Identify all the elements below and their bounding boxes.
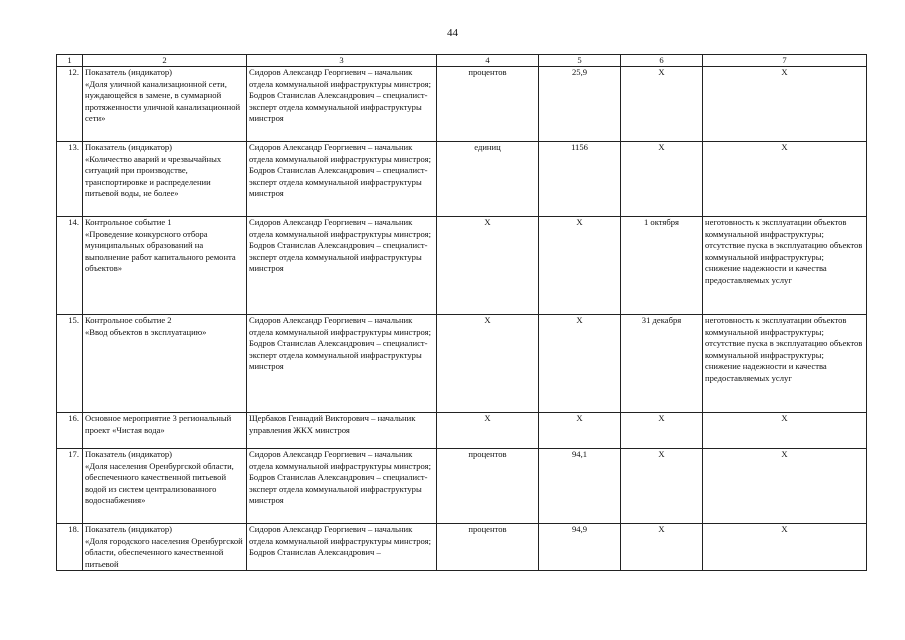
table-row: [57, 67, 867, 142]
row-value: 1156: [539, 142, 621, 217]
row-date: 1 октября: [621, 217, 703, 315]
table-row: [57, 524, 867, 571]
row-value: 94,9: [539, 524, 621, 571]
header-cell: 6: [621, 55, 703, 67]
row-number: 18.: [57, 524, 83, 571]
header-cell: 7: [703, 55, 867, 67]
header-cell: 2: [83, 55, 247, 67]
row-risks: неготовность к эксплуатации объектов коммунальной инфраструктуры; отсутствие пуска в эксплуатацию объектов коммунальной инфраструктуры; снижение надежности и качества предоставляемых услуг: [703, 315, 867, 413]
row-number: 15.: [57, 315, 83, 413]
row-name: Контрольное событие 2 «Ввод объектов в эксплуатацию»: [83, 315, 247, 413]
row-unit: единиц: [437, 142, 539, 217]
row-unit: Х: [437, 413, 539, 449]
row-value: Х: [539, 217, 621, 315]
row-name: Показатель (индикатор) «Доля населения Оренбургской области, обеспеченного качественной питьевой водой из систем централизованного водоснабжения»: [83, 449, 247, 524]
row-unit: процентов: [437, 524, 539, 571]
measures-table: [56, 54, 867, 571]
row-name: Показатель (индикатор) «Количество аварий и чрезвычайных ситуаций при производстве, транспортировке и распределении питьевой воды, не более»: [83, 142, 247, 217]
table-row: [57, 315, 867, 413]
row-date: Х: [621, 524, 703, 571]
row-name: Показатель (индикатор) «Доля уличной канализационной сети, нуждающейся в замене, в суммарной протяженности уличной канализационной сети»: [83, 67, 247, 142]
row-number: 13.: [57, 142, 83, 217]
row-date: 31 декабря: [621, 315, 703, 413]
table-row: [57, 217, 867, 315]
row-responsible: Щербаков Геннадий Викторович – начальник управления ЖКХ минстроя: [247, 413, 437, 449]
row-name: Контрольное событие 1 «Проведение конкурсного отбора муниципальных образований на выполнение работ капитального ремонта объектов»: [83, 217, 247, 315]
row-number: 17.: [57, 449, 83, 524]
row-risks: Х: [703, 142, 867, 217]
row-name: Показатель (индикатор) «Доля городского населения Оренбургской области, обеспеченного качественной питьевой: [83, 524, 247, 571]
row-risks: Х: [703, 449, 867, 524]
row-unit: процентов: [437, 67, 539, 142]
header-cell: 5: [539, 55, 621, 67]
row-responsible: Сидоров Александр Георгиевич – начальник отдела коммунальной инфраструктуры минстроя; Бодров Станислав Александрович – специалист-эксперт отдела коммунальной инфраструктуры минстроя: [247, 67, 437, 142]
row-responsible: Сидоров Александр Георгиевич – начальник отдела коммунальной инфраструктуры минстроя; Бодров Станислав Александрович – специалист-эксперт отдела коммунальной инфраструктуры минстроя: [247, 217, 437, 315]
row-number: 12.: [57, 67, 83, 142]
row-risks: Х: [703, 524, 867, 571]
row-value: 25,9: [539, 67, 621, 142]
row-risks: неготовность к эксплуатации объектов коммунальной инфраструктуры; отсутствие пуска в эксплуатацию объектов коммунальной инфраструктуры; снижение надежности и качества предоставляемых услуг: [703, 217, 867, 315]
row-value: 94,1: [539, 449, 621, 524]
row-date: Х: [621, 449, 703, 524]
row-number: 14.: [57, 217, 83, 315]
row-date: Х: [621, 413, 703, 449]
row-responsible: Сидоров Александр Георгиевич – начальник отдела коммунальной инфраструктуры минстроя; Бодров Станислав Александрович –: [247, 524, 437, 571]
row-date: Х: [621, 67, 703, 142]
row-date: Х: [621, 142, 703, 217]
row-value: Х: [539, 315, 621, 413]
header-row: [57, 55, 867, 67]
row-value: Х: [539, 413, 621, 449]
page-number: 44: [447, 27, 458, 39]
header-cell: 4: [437, 55, 539, 67]
table-row: [57, 142, 867, 217]
row-risks: Х: [703, 67, 867, 142]
row-responsible: Сидоров Александр Георгиевич – начальник отдела коммунальной инфраструктуры минстроя; Бодров Станислав Александрович – специалист-эксперт отдела коммунальной инфраструктуры минстроя: [247, 315, 437, 413]
header-cell: 1: [57, 55, 83, 67]
row-unit: Х: [437, 217, 539, 315]
header-cell: 3: [247, 55, 437, 67]
table-row: [57, 413, 867, 449]
row-risks: Х: [703, 413, 867, 449]
row-unit: процентов: [437, 449, 539, 524]
table-row: [57, 449, 867, 524]
row-responsible: Сидоров Александр Георгиевич – начальник отдела коммунальной инфраструктуры минстроя; Бодров Станислав Александрович – специалист-эксперт отдела коммунальной инфраструктуры минстроя: [247, 142, 437, 217]
row-number: 16.: [57, 413, 83, 449]
row-name: Основное мероприятие 3 региональный проект «Чистая вода»: [83, 413, 247, 449]
row-unit: Х: [437, 315, 539, 413]
row-responsible: Сидоров Александр Георгиевич – начальник отдела коммунальной инфраструктуры минстроя; Бодров Станислав Александрович – специалист-эксперт отдела коммунальной инфраструктуры минстроя: [247, 449, 437, 524]
